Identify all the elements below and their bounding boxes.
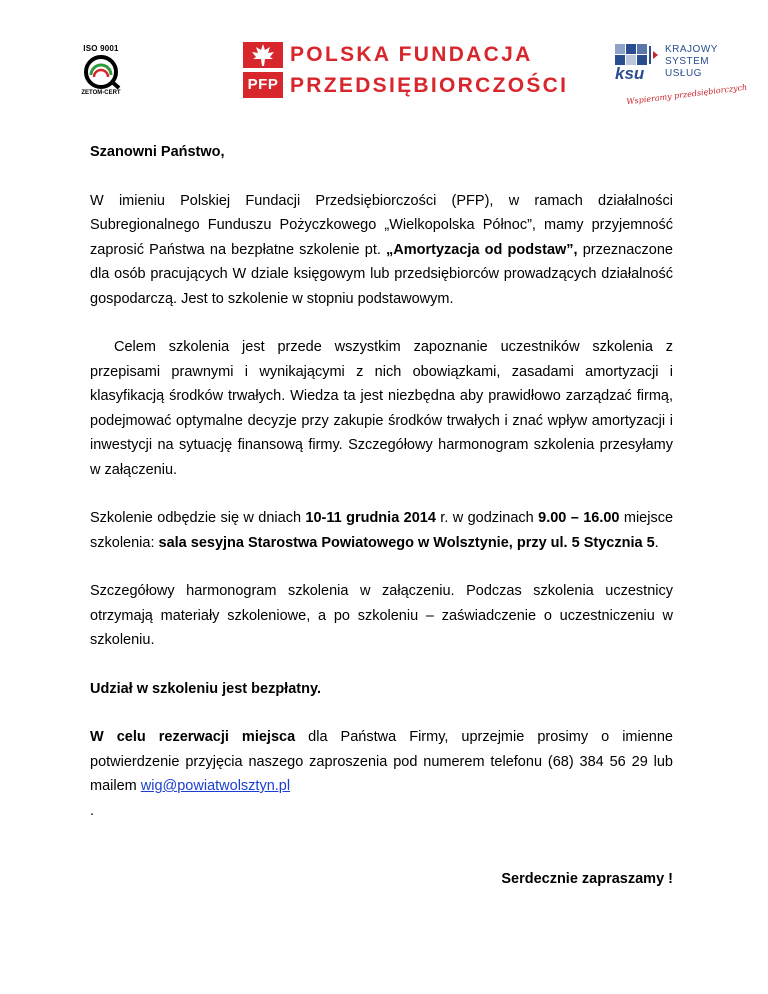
iso-certificate-logo (70, 44, 132, 96)
email-link[interactable]: wig@powiatwolsztyn.pl (140, 778, 291, 794)
ksu-text (665, 44, 718, 80)
schedule-text-b: r. w godzinach (435, 510, 539, 526)
paragraph-materials: Szczegółowy harmonogram szkolenia w załączeniu. Podczas szkolenia uczestnicy otrzymają materiały szkoleniowe, a po szkoleniu – zaświadczenie o uczestniczeniu w szkoleniu. (90, 583, 673, 648)
ksu-squares-icon (615, 44, 659, 66)
maple-leaf-icon (243, 42, 283, 68)
iso-caption: ZETOM-CERT (81, 90, 121, 96)
free-participation-note: Udział w szkoleniu jest bezpłatny. (90, 680, 321, 697)
training-place: sala sesyjna Starostwa Powiatowego w Wolsztynie, przy ul. 5 Stycznia 5 (158, 534, 655, 551)
paragraph-schedule (90, 506, 673, 555)
schedule-text-c: miejsce szkolenia: (90, 510, 674, 551)
ksu-line2: SYSTEM (665, 56, 710, 67)
letter-body (90, 140, 673, 892)
paragraph-reservation (90, 725, 673, 799)
iso-ring-icon (81, 55, 121, 89)
invitation-text-2: przeznaczone dla osób pracujących W dziale księgowym lub przedsiębiorców prowadzących działalność gospodarczą. Jest to szkolenie w stopniu podstawowym. (90, 241, 673, 307)
reservation-heading: W celu rezerwacji miejsca (90, 729, 296, 745)
reservation-text: dla Państwa Firmy, uprzejmie prosimy o imienne potwierdzenie przyjęcia naszego zaproszenia pod numerem telefonu (68) 384 56 29 lub mailem (90, 729, 673, 794)
ksu-tagline: Wspieramy przedsiębiorczych (625, 82, 748, 107)
training-hours: 9.00 – 16.00 (538, 510, 620, 526)
trailing-dot: . (90, 802, 95, 819)
pfp-box-text: PFP (243, 72, 283, 98)
letterhead (0, 0, 768, 130)
pfp-name-line1: POLSKA FUNDACJA (290, 43, 533, 66)
invitation-text-1: W imieniu Polskiej Fundacji Przedsiębiorczości (PFP), w ramach działalności Subregionalnego Funduszu Pożyczkowego „Wielkopolska Północ”, mamy przyjemność zaprosić Państwa na bezpłatne szkolenie pt. (90, 192, 673, 258)
paragraph-invitation (90, 189, 673, 312)
schedule-text-a: Szkolenie odbędzie się w dniach (90, 510, 306, 526)
ksu-line1: KRAJOWY (665, 44, 718, 55)
pfp-name-line2: PRZEDSIĘBIORCZOŚCI (290, 74, 569, 97)
training-title: „Amortyzacja od podstaw”, (386, 241, 578, 258)
iso-title: ISO 9001 (83, 44, 119, 53)
schedule-text-d: . (654, 534, 659, 551)
ksu-logo (613, 44, 748, 107)
closing-line: Serdecznie zapraszamy ! (501, 871, 673, 887)
greeting: Szanowni Państwo, (90, 144, 225, 160)
ksu-word: ksu (615, 64, 645, 83)
paragraph-goal: Celem szkolenia jest przede wszystkim zapoznanie uczestników szkolenia z przepisami prawnymi i wynikającymi z nich obowiązkami, zasadami amortyzacji i klasyfikacją środków trwałych. Wiedza ta jest niezbędna aby prawidłowo zarządzać firmą, podejmować optymalne decyzje przy zakupie środków trwałych i znać wpływ amortyzacji i inwestycji na sytuację finansową firmy. Szczegółowy harmonogram szkolenia przesyłamy w załączeniu. (90, 339, 673, 478)
training-date: 10-11 grudnia 2014 (305, 510, 436, 526)
ksu-line3: USŁUG (665, 68, 702, 79)
